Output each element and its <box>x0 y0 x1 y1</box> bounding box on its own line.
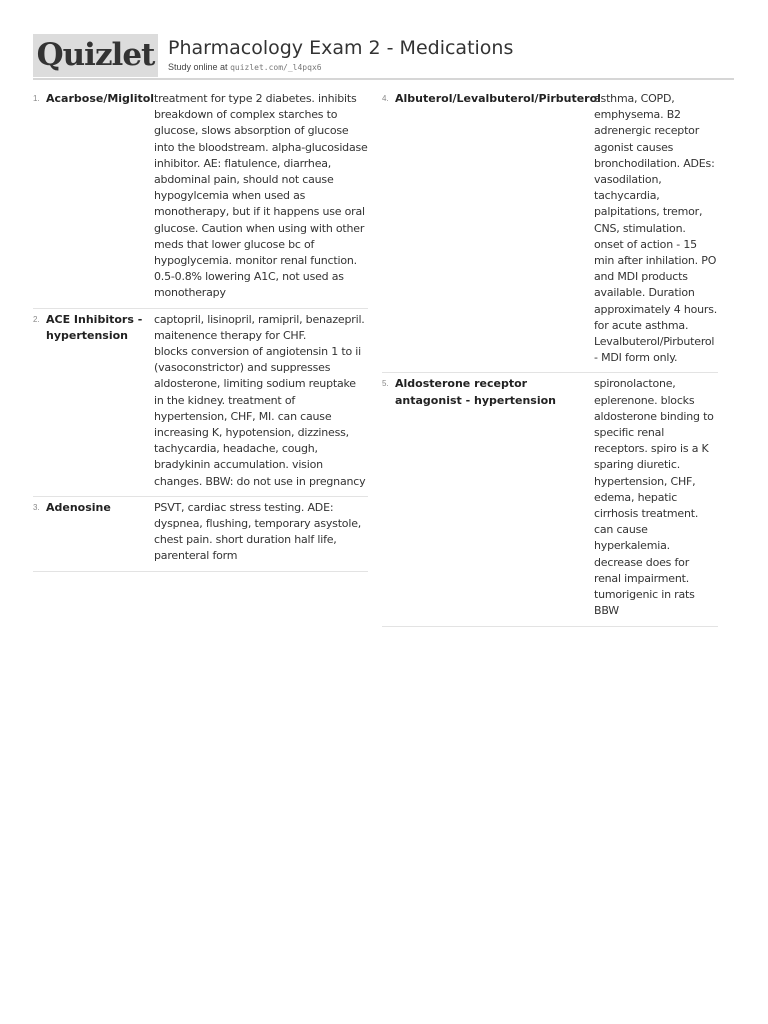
card-term: Albuterol/Levalbuterol/Pirbuterol <box>395 92 601 105</box>
card-definition: spironolactone, eplerenone. blocks aldosterone binding to specific renal receptors. spiro is a K sparing diuretic. hypertension, CHF, edema, hepatic cirrhosis treatment. can cause hyperkalemia. decrease does for renal impairment. tumorigenic in rats BBW <box>594 377 714 618</box>
card-column-right <box>382 88 718 627</box>
card-number: 5. <box>382 379 389 389</box>
page-header <box>33 34 734 80</box>
page-title: Pharmacology Exam 2 - Medications <box>168 37 514 59</box>
card-term: Aldosterone receptor antagonist - hypertension <box>395 377 557 407</box>
card-number: 4. <box>382 94 389 103</box>
card-term: ACE Inhibitors - hypertension <box>46 312 143 342</box>
card-term: Acarbose/Miglitol <box>46 92 155 105</box>
card-number: 2. <box>33 314 40 324</box>
flashcard-row <box>382 88 718 373</box>
flashcard-row <box>382 373 718 626</box>
study-url-link[interactable]: quizlet.com/_l4pqx6 <box>230 63 322 72</box>
card-column-left <box>33 88 368 572</box>
card-number: 3. <box>33 502 40 512</box>
card-number: 1. <box>33 94 40 103</box>
card-definition: captopril, lisinopril, ramipril, benazepril. maitenence therapy for CHF. blocks conversion of angiotensin 1 to ii (vasoconstrictor) and suppresses aldosterone, limiting sodium reuptake in the kidney. treatment of hypertension, CHF, MI. can cause increasing K, hypotension, dizziness, tachycardia, headache, cough, bradykinin accumulation. vision changes. BBW: do not use in pregnancy <box>154 312 366 488</box>
card-definition: treatment for type 2 diabetes. inhibits breakdown of complex starches to glucose, slows absorption of glucose into the bloodstream. alpha-glucosidase inhibitor. AE: flatulence, diarrhea, abdominal pain, should not cause hypogylcemia when used as monotherapy, but if it happens use oral glucose. Caution when using with other meds that lower glucose bc of hypoglycemia. monitor renal function. 0.5-0.8% lowering A1C, not used as monotherapy <box>154 92 368 300</box>
flashcard-row <box>33 497 368 572</box>
flashcard-row <box>33 88 368 309</box>
card-term: Adenosine <box>46 500 111 514</box>
study-online-line <box>168 61 322 74</box>
study-online-label: Study online at <box>168 62 228 72</box>
card-definition: PSVT, cardiac stress testing. ADE: dyspnea, flushing, temporary asystole, chest pain. short duration half life, parenteral form <box>154 500 362 563</box>
quizlet-logo[interactable]: Quizlet <box>33 34 158 77</box>
card-definition: asthma, COPD, emphysema. B2 adrenergic receptor agonist causes bronchodilation. ADEs: vasodilation, tachycardia, palpitations, tremor, CNS, stimulation. onset of action - 15 min after inhilation. PO and MDI products available. Duration approximately 4 hours. for acute asthma. Levalbuterol/Pirbuterol - MDI form only. <box>594 92 718 365</box>
flashcard-row <box>33 309 368 497</box>
